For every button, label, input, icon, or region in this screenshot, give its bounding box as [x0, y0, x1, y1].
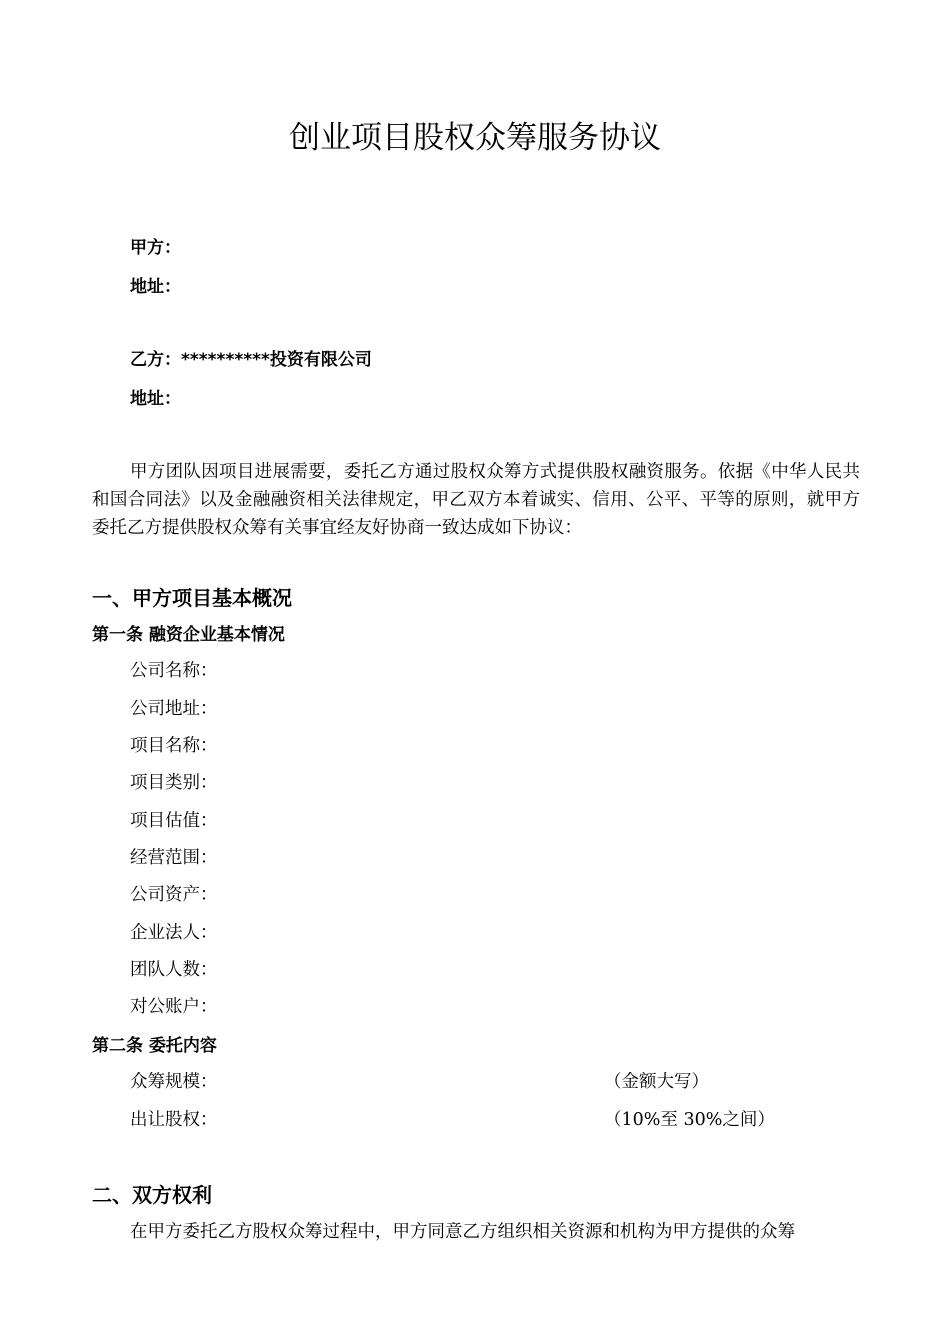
section-1-heading: 一、甲方项目基本概况: [92, 586, 292, 610]
field-corporate-account: 对公账户：: [130, 997, 218, 1017]
field-equity-offered-note: （10%至 30%之间）: [604, 1110, 775, 1130]
section-2-heading: 二、双方权利: [92, 1183, 212, 1207]
field-business-scope: 经营范围：: [130, 848, 218, 868]
field-crowdfunding-scale: 众筹规模：: [130, 1072, 218, 1092]
intro-paragraph: 甲方团队因项目进展需要，委托乙方通过股权众筹方式提供股权融资服务。依据《中华人民共和国合同法》以及金融融资相关法律规定，甲乙双方本着诚实、信用、公平、平等的原则，就甲方委托乙方提供股权众筹有关事宜经友好协商一致达成如下协议：: [92, 462, 860, 538]
party-b-address-label: 地址：: [130, 389, 181, 409]
article-2-heading: 第二条 委托内容: [92, 1036, 217, 1056]
field-project-category: 项目类别：: [130, 773, 218, 793]
field-equity-offered: 出让股权：: [130, 1110, 218, 1130]
article-1-heading: 第一条 融资企业基本情况: [92, 625, 285, 645]
field-company-name: 公司名称：: [130, 661, 218, 681]
party-a-address-label: 地址：: [130, 277, 181, 297]
field-project-name: 项目名称：: [130, 736, 218, 756]
document-title: 创业项目股权众筹服务协议: [289, 120, 661, 156]
field-project-valuation: 项目估值：: [130, 811, 218, 831]
field-company-assets: 公司资产：: [130, 885, 218, 905]
field-team-size: 团队人数：: [130, 960, 218, 980]
field-crowdfunding-scale-note: （金额大写）: [604, 1072, 709, 1092]
party-b-name-label: 乙方：**********投资有限公司: [130, 350, 372, 370]
party-a-name-label: 甲方：: [130, 238, 181, 258]
field-legal-person: 企业法人：: [130, 923, 218, 943]
section-2-paragraph: 在甲方委托乙方股权众筹过程中，甲方同意乙方组织相关资源和机构为甲方提供的众筹: [130, 1222, 795, 1242]
field-company-address: 公司地址：: [130, 699, 218, 719]
